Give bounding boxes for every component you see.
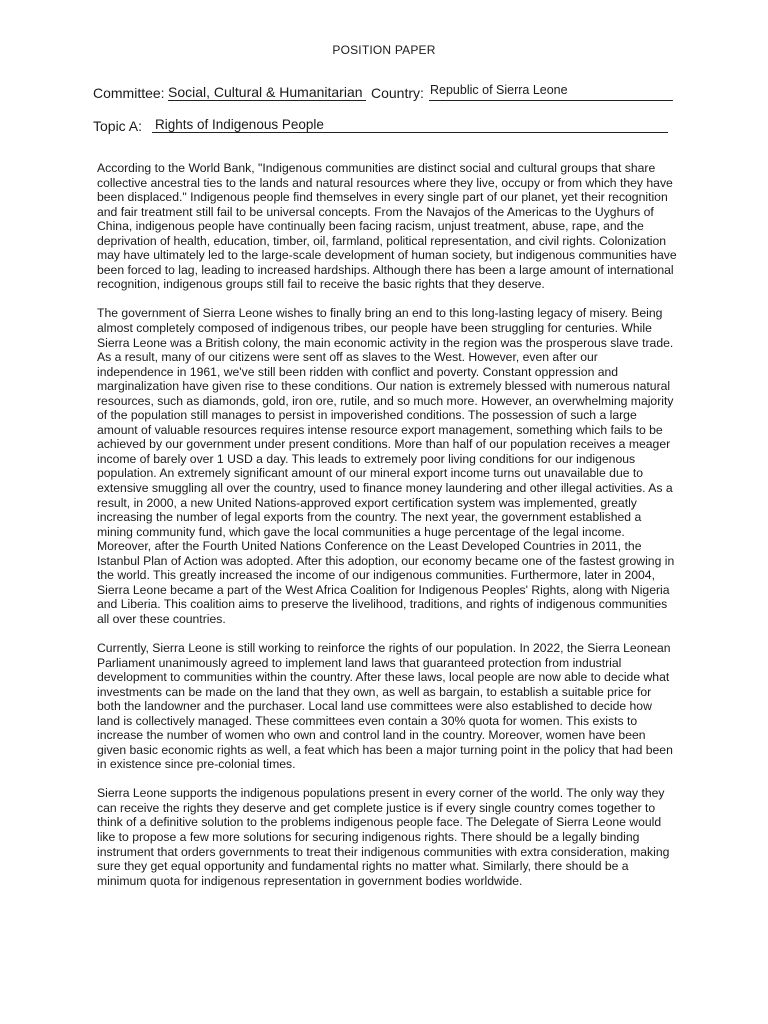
document-title: POSITION PAPER <box>332 43 436 57</box>
committee-value: Social, Cultural & Humanitarian <box>168 84 363 100</box>
committee-underline <box>168 100 366 101</box>
topic-underline <box>152 132 668 133</box>
body-paragraph: The government of Sierra Leone wishes to finally bring an end to this long-lasting legacy of misery. Being almost completely composed of indigenous tribes, our people have been struggling for centuries. While Sierra Leone was a British colony, the main economic activity in the region was the prosperous slave trade. As a result, many of our citizens were sent off as slaves to the West. However, even after our independence in 1961, we've still been ridden with conflict and poverty. Constant oppression and marginalization have given rise to these conditions. Our nation is extremely blessed with numerous natural resources, such as diamonds, gold, iron ore, rutile, and so much more. However, an overwhelming majority of the population still manages to persist in impoverished conditions. The possession of such a large amount of valuable resources requires intense resource export management, something which fails to be achieved by our government under present conditions. More than half of our population receives a meager income of barely over 1 USD a day. This leads to extremely poor living conditions for our indigenous population. An extremely significant amount of our mineral export income turns out unavailable due to extensive smuggling all over the country, used to finance money laundering and other illegal activities. As a result, in 2000, a new United Nations-approved export certification system was implemented, greatly increasing the number of legal exports from the country. The next year, the government established a mining community fund, which gave the local communities a huge percentage of the legal income. Moreover, after the Fourth United Nations Conference on the Least Developed Countries in 2011, the Istanbul Plan of Action was adopted. After this adoption, our economy became one of the fastest growing in the world. This greatly increased the income of our indigenous communities. Furthermore, later in 2004, Sierra Leone became a part of the West Africa Coalition for Indigenous Peoples' Rights, along with Nigeria and Liberia. This coalition aims to preserve the livelihood, traditions, and rights of indigenous communities all over these countries. <box>97 306 675 626</box>
topic-value: Rights of Indigenous People <box>155 117 324 132</box>
country-underline <box>429 100 673 101</box>
topic-label: Topic A: <box>93 118 143 134</box>
country-label: Country: <box>371 85 424 101</box>
body-paragraph: Sierra Leone supports the indigenous populations present in every corner of the world. The only way they can receive the rights they deserve and get complete justice is if every single country comes together to think of a definitive solution to the problems indigenous people face. The Delegate of Sierra Leone would like to propose a few more solutions for securing indigenous rights. There should be a legally binding instrument that orders governments to treat their indigenous communities with extra consideration, making sure they get equal opportunity and fundamental rights no matter what. Similarly, there should be a minimum quota for indigenous representation in government bodies worldwide. <box>97 786 670 888</box>
body-paragraph: According to the World Bank, "Indigenous communities are distinct social and cultural groups that share collective ancestral ties to the lands and natural resources where they live, occupy or from which they have been displaced." Indigenous people find themselves in every single part of our planet, yet their recognition and fair treatment still fail to be universal concepts. From the Navajos of the Americas to the Uyghurs of China, indigenous people have continually been facing racism, unjust treatment, abuse, rape, and the deprivation of health, education, timber, oil, farmland, political representation, and civil rights. Colonization may have ultimately led to the large-scale development of human society, but indigenous communities have been forced to lag, leading to increased hardships. Although there has been a large amount of international recognition, indigenous groups still fail to receive the basic rights that they deserve. <box>97 161 677 292</box>
body-text <box>97 161 677 903</box>
body-paragraph: Currently, Sierra Leone is still working to reinforce the rights of our population. In 2022, the Sierra Leonean Parliament unanimously agreed to implement land laws that guaranteed protection from industrial development to communities within the country. After these laws, local people are now able to decide what investments can be made on the land that they own, as well as bargain, to establish a suitable price for both the landowner and the purchaser. Local land use committees were also established to decide how land is collectively managed. These committees even contain a 30% quota for women. This exists to increase the number of women who own and control land in the country. Moreover, women have been given basic economic rights as well, a feat which has been a major turning point in the policy that had been in existence since pre-colonial times. <box>97 640 673 772</box>
country-value: Republic of Sierra Leone <box>430 83 568 97</box>
committee-label: Committee: <box>93 85 165 101</box>
